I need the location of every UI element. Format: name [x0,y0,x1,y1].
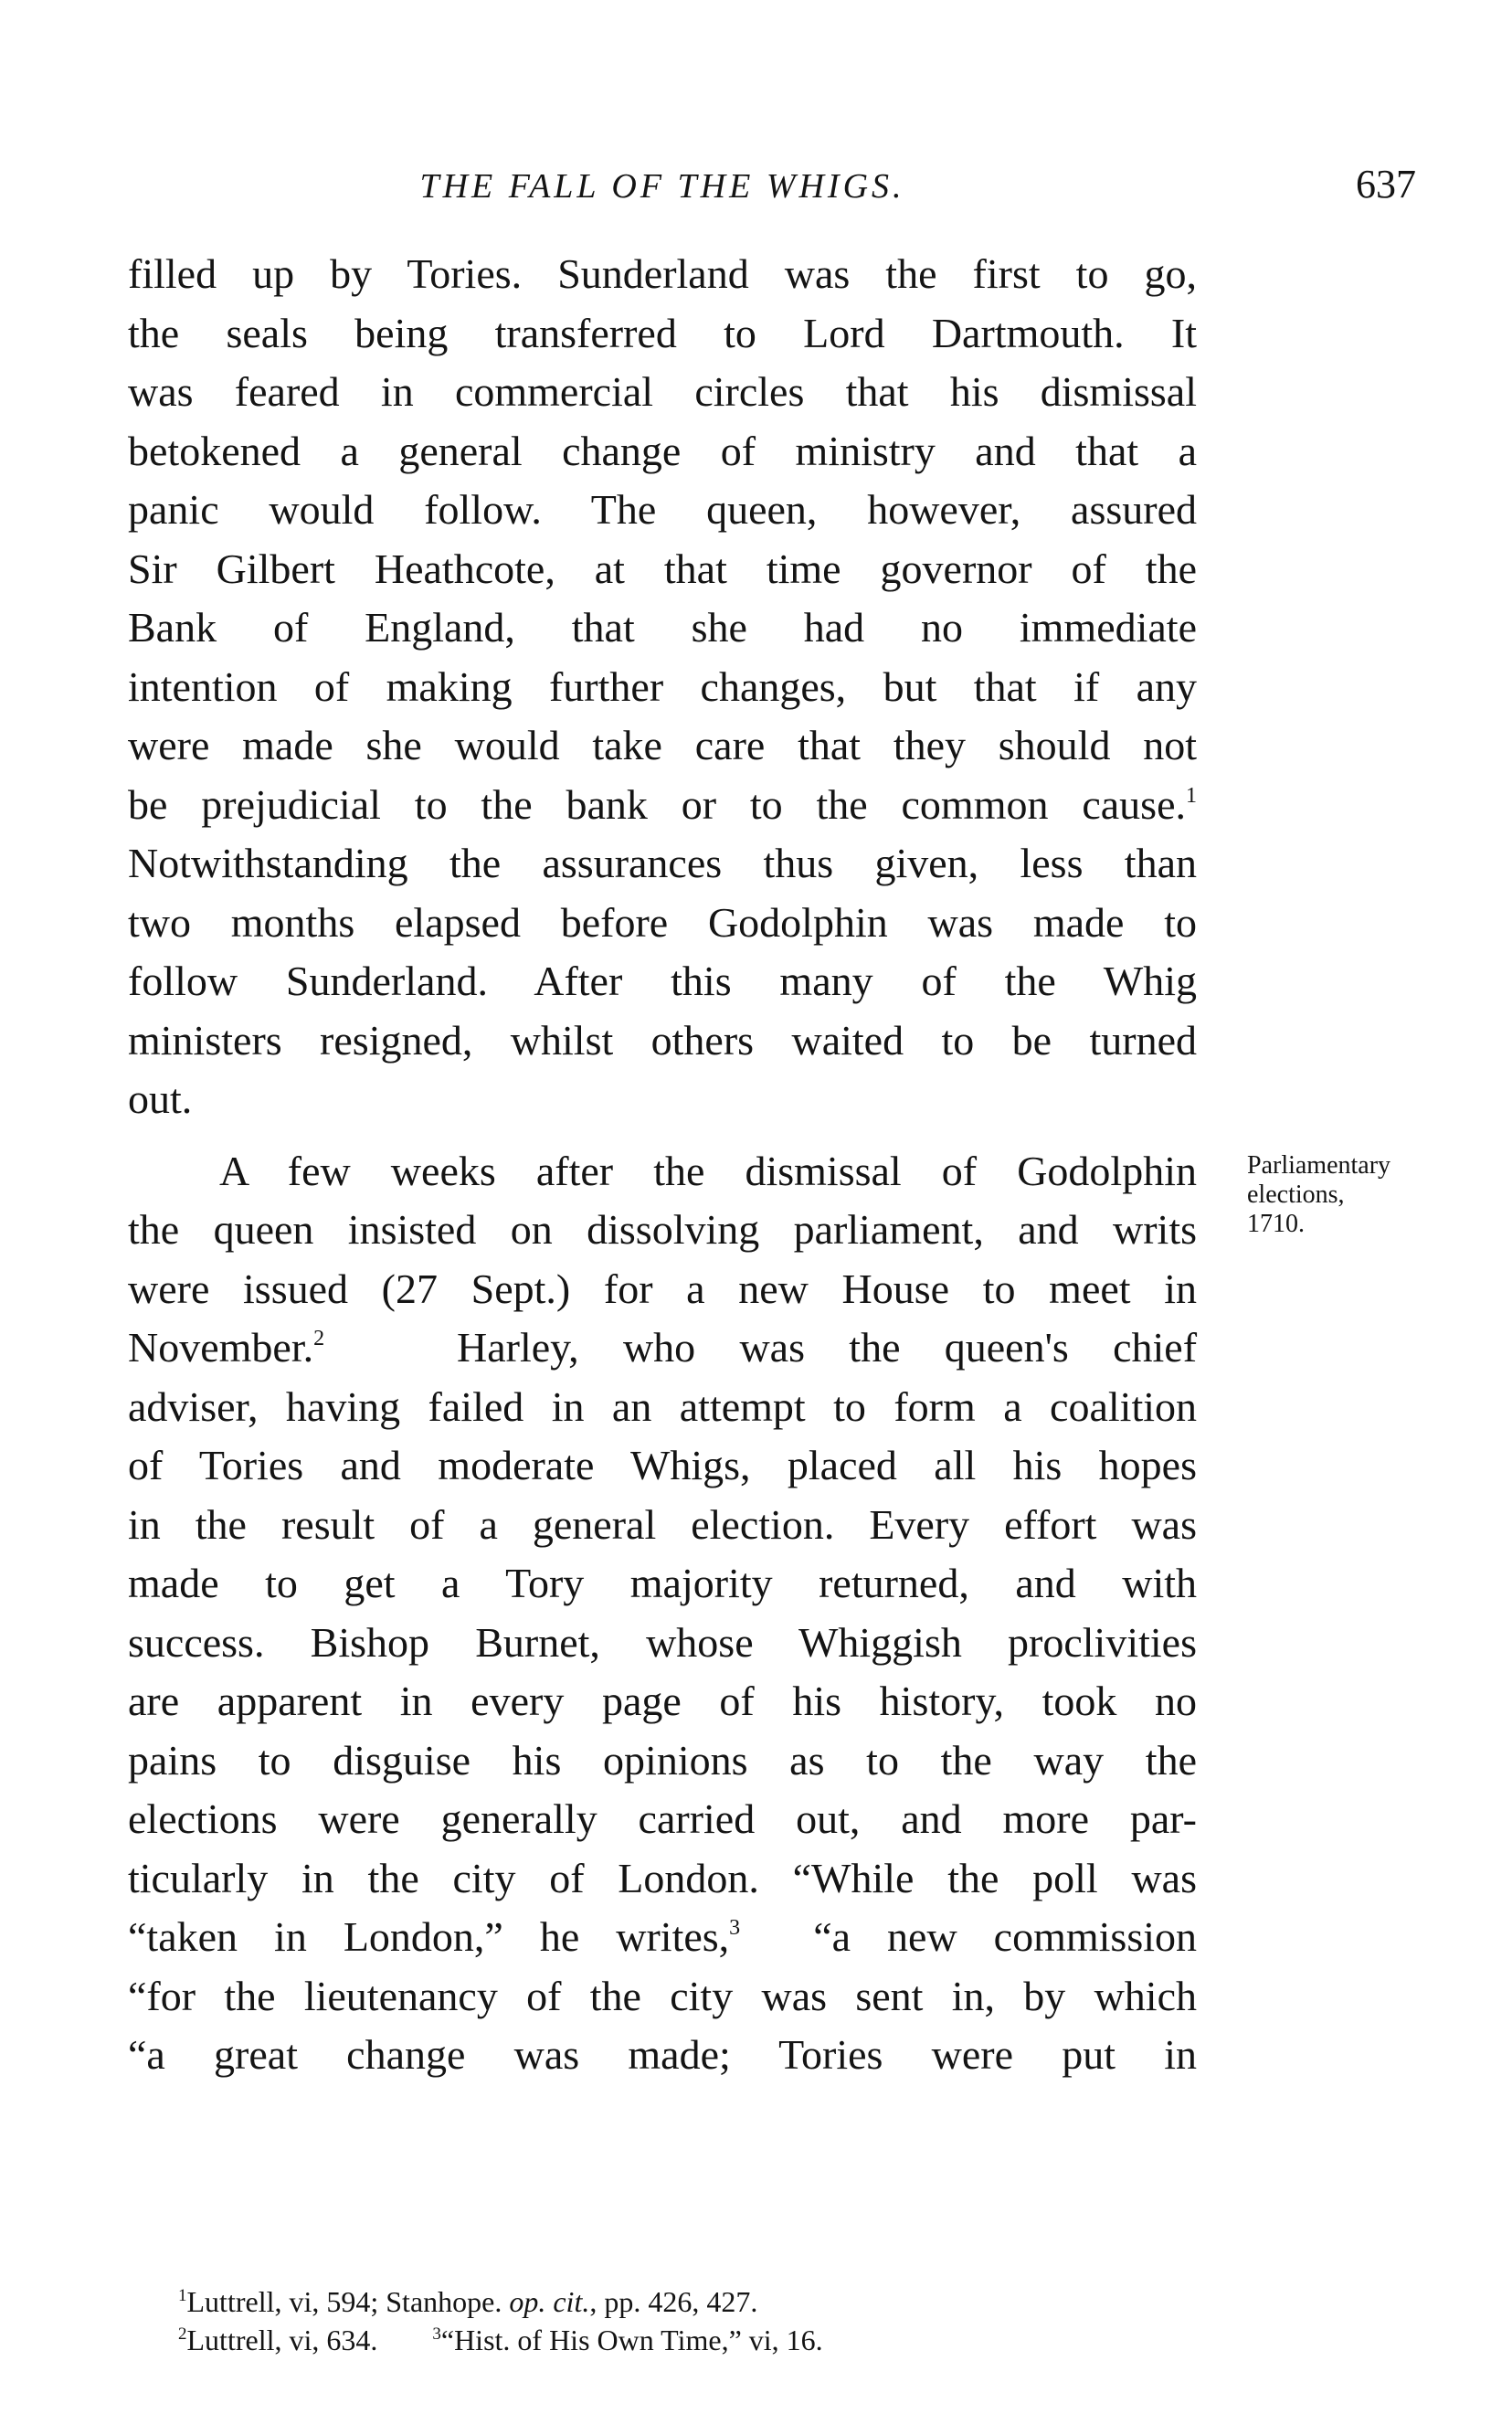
text-line: Bank of England, that she had no immediate [128,604,1197,651]
text-line: “a great change was made; Tories were put in [128,2031,1197,2078]
paragraph-gap [128,1129,1197,1142]
body-text [128,245,1197,2085]
footnote-text: “Hist. of His Own Time,” vi, 16. [440,2324,823,2356]
text-line: adviser, having failed in an attempt to form a coalition [128,1382,1197,1430]
text-line: success. Bishop Burnet, whose Whiggish proclivities [128,1618,1197,1666]
running-title: THE FALL OF THE WHIGS. [419,167,905,206]
text-line-with-note [128,776,1197,835]
text-line: were issued (27 Sept.) for a new House to meet in [128,1265,1197,1312]
text-segment: “taken in London,” he writes, [128,1913,730,1960]
footnote-1 [178,2282,1183,2321]
footnote-2-3 [178,2321,1183,2359]
text-line: ministers resigned, whilst others waited to be turned [128,1016,1197,1064]
margin-note-line: Parliamentary [1247,1151,1391,1180]
text-line: ticularly in the city of London. “While the poll was [128,1854,1197,1901]
footnote-text: Luttrell, vi, 594; Stanhope. [186,2285,502,2318]
text-line: of Tories and moderate Whigs, placed all his hopes [128,1442,1197,1488]
footnote-mark: 1 [178,2286,187,2305]
footnote-text: Luttrell, vi, 634. [186,2324,378,2356]
text-line: Sir Gilbert Heathcote, at that time governor of the [128,545,1197,592]
text-line: two months elapsed before Godolphin was made to [128,898,1197,946]
footnote-mark: 3 [432,2324,441,2344]
text-line: are apparent in every page of his history, took no [128,1678,1197,1724]
text-line: betokened a general change of ministry and that a [128,427,1197,474]
text-segment: Harley, who was the queen's chief [457,1324,1198,1371]
text-line: in the result of a general election. Every effort was [128,1500,1197,1548]
text-line: follow Sunderland. After this many of the Whig [128,958,1197,1004]
text-line: intention of making further changes, but that if any [128,662,1197,710]
text-line: were made she would take care that they should not [128,722,1197,768]
footnote-mark: 3 [729,1916,741,1940]
text-line: pains to disguise his opinions as to the way the [128,1736,1197,1784]
text-line: the seals being transferred to Lord Dartmouth. It [128,309,1197,356]
text-segment: be prejudicial to the bank or to the common cause. [128,780,1186,828]
text-line: the queen insisted on dissolving parliament, and writs [128,1206,1197,1253]
text-line: “for the lieutenancy of the city was sent in, by which [128,1972,1197,2019]
text-segment: November. [128,1324,314,1371]
margin-note-line: 1710. [1247,1210,1305,1238]
margin-note-line: elections, [1247,1181,1345,1209]
running-head [128,161,1416,216]
text-line: filled up by Tories. Sunderland was the first to go, [128,250,1197,297]
page-number: 637 [1356,162,1416,206]
footnote-mark: 1 [1186,783,1197,808]
text-line-with-note [128,1318,1197,1378]
footnote-text: , pp. 426, 427. [589,2285,758,2318]
text-line: made to get a Tory majority returned, and with [128,1560,1197,1606]
margin-note [1247,1151,1390,1239]
text-line: Notwithstanding the assurances thus given, less than [128,840,1197,886]
footnote-italic: op. cit. [509,2285,590,2318]
footnotes [178,2282,1183,2359]
text-line: elections were generally carried out, and more par- [128,1795,1197,1842]
text-line: panic would follow. The queen, however, assured [128,486,1197,533]
text-segment: “a new commission [813,1913,1198,1960]
footnote-mark: 2 [313,1327,325,1350]
text-line: A few weeks after the dismissal of Godolphin [219,1147,1197,1194]
text-line-with-note [128,1908,1197,1967]
text-line: was feared in commercial circles that his dismissal [128,368,1197,415]
footnote-mark: 2 [178,2324,187,2344]
text-line: out. [128,1075,193,1122]
